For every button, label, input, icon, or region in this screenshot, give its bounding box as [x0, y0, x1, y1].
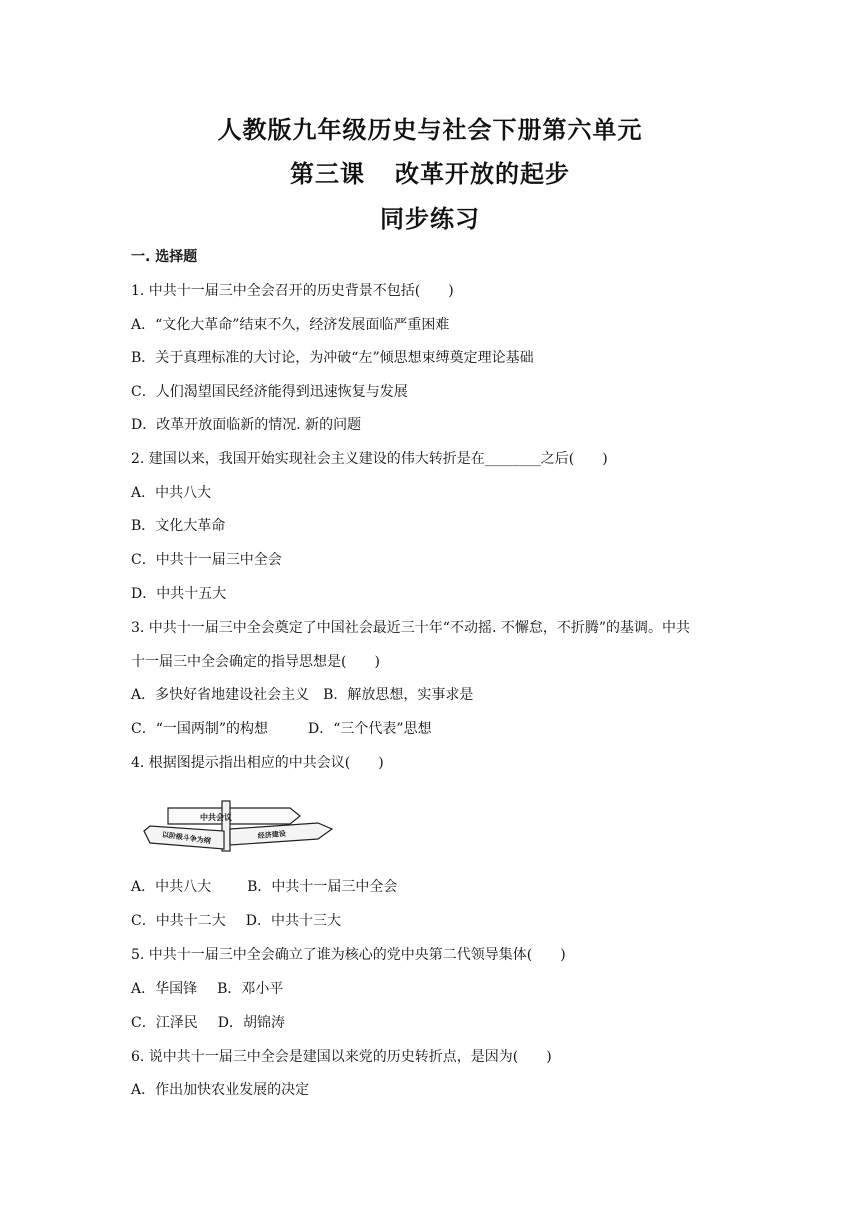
question-2-option-b: B．文化大革命 — [131, 518, 226, 534]
question-4-option-d: D．中共十三大 — [245, 913, 341, 929]
question-4-option-a: A．中共八大 — [131, 879, 212, 895]
question-1-option-a: A．“文化大革命”结束不久，经济发展面临严重困难 — [131, 317, 450, 333]
question-1-option-c: C．人们渴望国民经济能得到迅速恢复与发展 — [131, 384, 408, 400]
question-2-option-a: A．中共八大 — [131, 485, 212, 501]
lesson-title — [0, 154, 860, 189]
question-5-options-row2 — [131, 1013, 285, 1033]
question-1-option-d: D．改革开放面临新的情况. 新的问题 — [131, 417, 362, 433]
question-5-stem: 5. 中共十一届三中全会确立了谁为核心的党中央第二代领导集体( ) — [131, 947, 566, 963]
question-3-option-d: D．“三个代表”思想 — [308, 721, 432, 737]
lesson-name: 改革开放的起步 — [395, 160, 570, 188]
question-5-option-c: C．江泽民 — [131, 1015, 198, 1031]
question-4-option-c: C．中共十二大 — [131, 913, 226, 929]
question-3-stem-line1: 3. 中共十一届三中全会奠定了中国社会最近三十年“不动摇. 不懈怠，不折腾”的基调。中共 — [131, 620, 691, 636]
question-4-option-b: B．中共十一届三中全会 — [247, 879, 398, 895]
question-4-options-row1 — [131, 877, 397, 897]
question-5-option-b: B．邓小平 — [217, 981, 284, 997]
question-5-option-d: D．胡锦涛 — [217, 1015, 285, 1031]
question-2-option-c: C．中共十一届三中全会 — [131, 552, 282, 568]
document-title: 人教版九年级历史与社会下册第六单元 — [217, 116, 643, 144]
question-3-stem-line2: 十一届三中全会确定的指导思想是( ) — [131, 654, 380, 670]
sign-top-label: 中共会议 — [200, 813, 232, 822]
lesson-number: 第三课 — [290, 160, 365, 188]
question-3-options-row2 — [131, 719, 432, 739]
document-subtitle: 同步练习 — [380, 205, 480, 233]
section-heading: 一. 选择题 — [131, 249, 198, 265]
question-2-option-d: D．中共十五大 — [131, 586, 227, 602]
sign-left-label: 以阶级斗争为纲 — [161, 830, 212, 846]
question-3-option-b: B．解放思想，实事求是 — [323, 687, 474, 703]
question-4-stem: 4. 根据图提示指出相应的中共会议( ) — [131, 755, 384, 771]
question-1-option-b: B．关于真理标准的大讨论，为冲破“左”倾思想束缚奠定理论基础 — [131, 350, 534, 366]
question-6-option-a: A．作出加快农业发展的决定 — [131, 1082, 310, 1098]
sign-board-top — [168, 808, 300, 824]
question-3-option-a: A．多快好省地建设社会主义 — [131, 687, 310, 703]
question-5-options-row1 — [131, 979, 283, 999]
question-2-stem: 2. 建国以来，我国开始实现社会主义建设的伟大转折是在________之后( ) — [131, 451, 608, 467]
question-3-options-row1 — [131, 685, 473, 705]
question-5-option-a: A．华国锋 — [131, 981, 198, 997]
question-4-options-row2 — [131, 911, 341, 931]
signpost-figure — [140, 799, 336, 853]
question-1-stem: 1. 中共十一届三中全会召开的历史背景不包括( ) — [131, 283, 454, 299]
question-6-stem: 6. 说中共十一届三中全会是建国以来党的历史转折点，是因为( ) — [131, 1049, 552, 1065]
question-3-option-c: C．“一国两制”的构想 — [131, 721, 269, 737]
sign-right-label: 经济建设 — [257, 829, 287, 841]
